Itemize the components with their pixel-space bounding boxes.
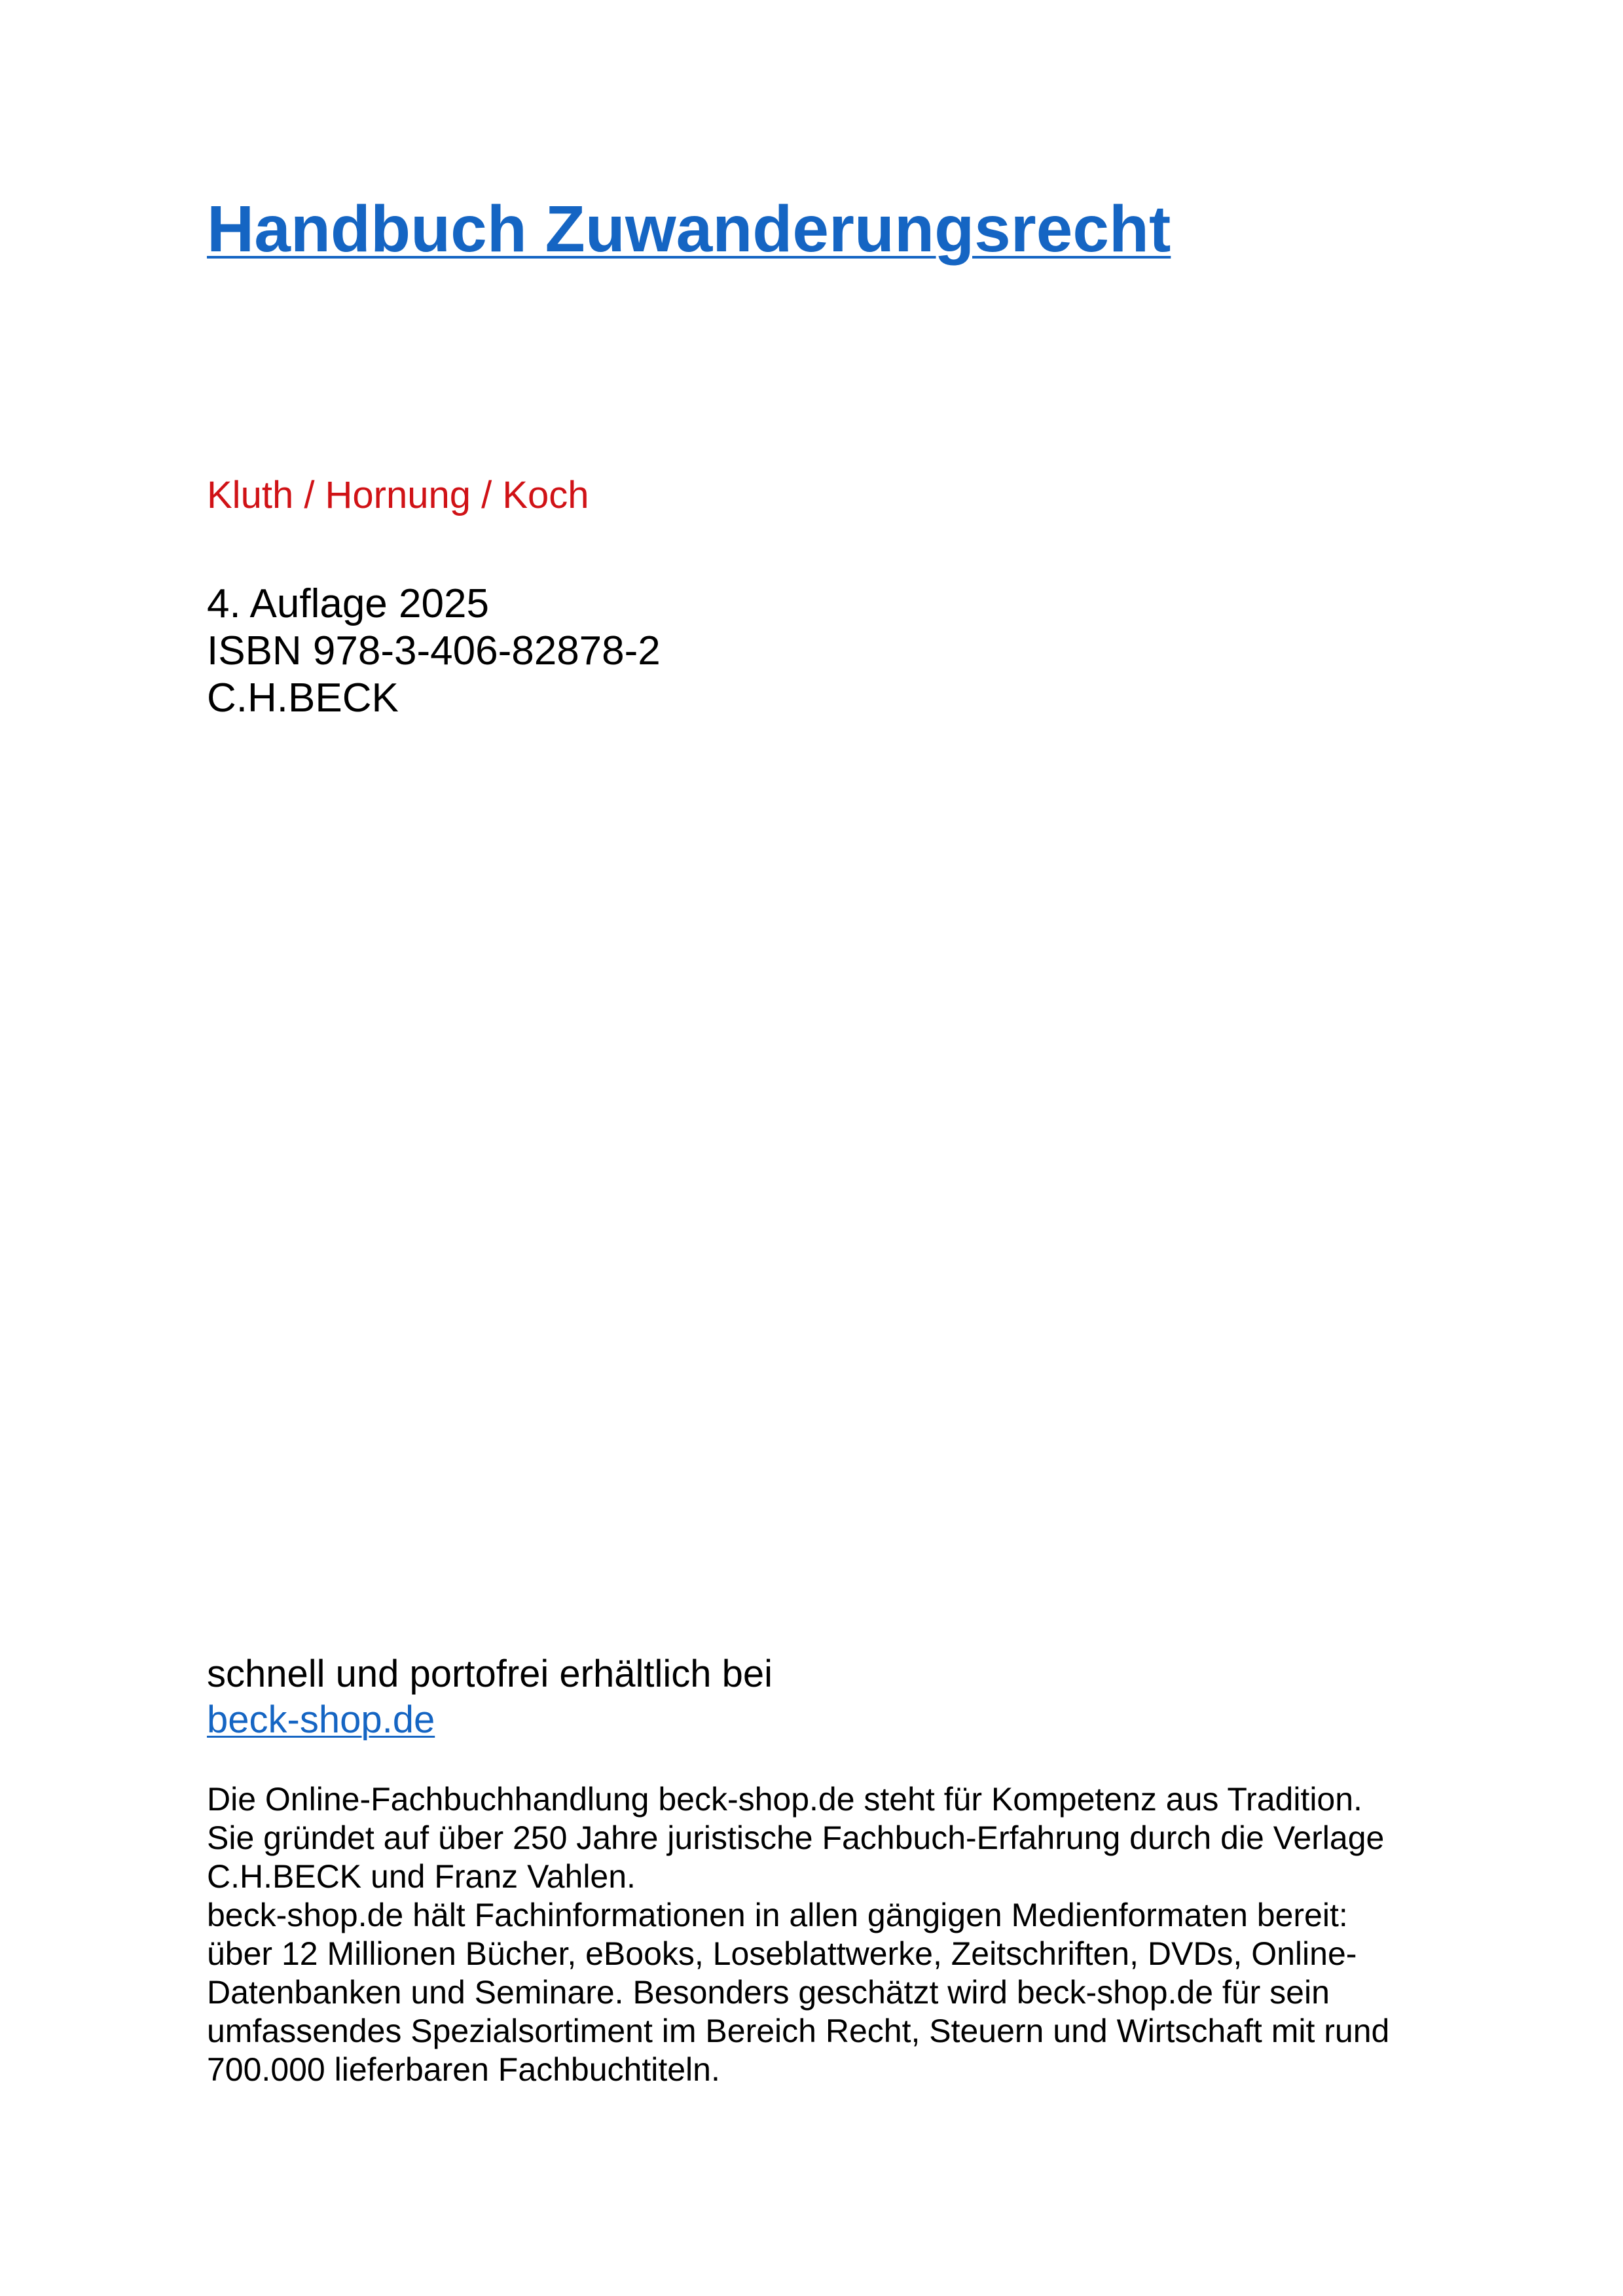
availability-block — [207, 1651, 773, 1743]
about-line: beck-shop.de hält Fachinformationen in allen gängigen Medienformaten bereit: — [207, 1897, 1348, 1933]
about-line: Datenbanken und Seminare. Besonders geschätzt wird beck-shop.de für sein — [207, 1974, 1330, 2011]
publisher-line: C.H.BECK — [207, 675, 399, 721]
beck-shop-link[interactable]: beck-shop.de — [207, 1698, 435, 1741]
about-line: Sie gründet auf über 250 Jahre juristische Fachbuch-Erfahrung durch die Verlage — [207, 1820, 1385, 1856]
availability-text: schnell und portofrei erhältlich bei — [207, 1653, 773, 1695]
edition-line: 4. Auflage 2025 — [207, 581, 489, 626]
meta-block — [207, 581, 661, 722]
about-text — [207, 1780, 1389, 2089]
about-line: umfassendes Spezialsortiment im Bereich Recht, Steuern und Wirtschaft mit rund — [207, 2013, 1390, 2049]
page-title — [207, 192, 1171, 266]
about-line: 700.000 lieferbaren Fachbuchtiteln. — [207, 2051, 720, 2088]
shop-link-line — [207, 1697, 773, 1743]
about-line: über 12 Millionen Bücher, eBooks, Loseblattwerke, Zeitschriften, DVDs, Online- — [207, 1935, 1357, 1972]
isbn-line: ISBN 978-3-406-82878-2 — [207, 628, 661, 673]
about-line: C.H.BECK und Franz Vahlen. — [207, 1858, 636, 1895]
about-line: Die Online-Fachbuchhandlung beck-shop.de steht für Kompetenz aus Tradition. — [207, 1781, 1362, 1818]
authors-line: Kluth / Hornung / Koch — [207, 474, 589, 516]
book-title-link[interactable]: Handbuch Zuwanderungsrecht — [207, 192, 1171, 266]
